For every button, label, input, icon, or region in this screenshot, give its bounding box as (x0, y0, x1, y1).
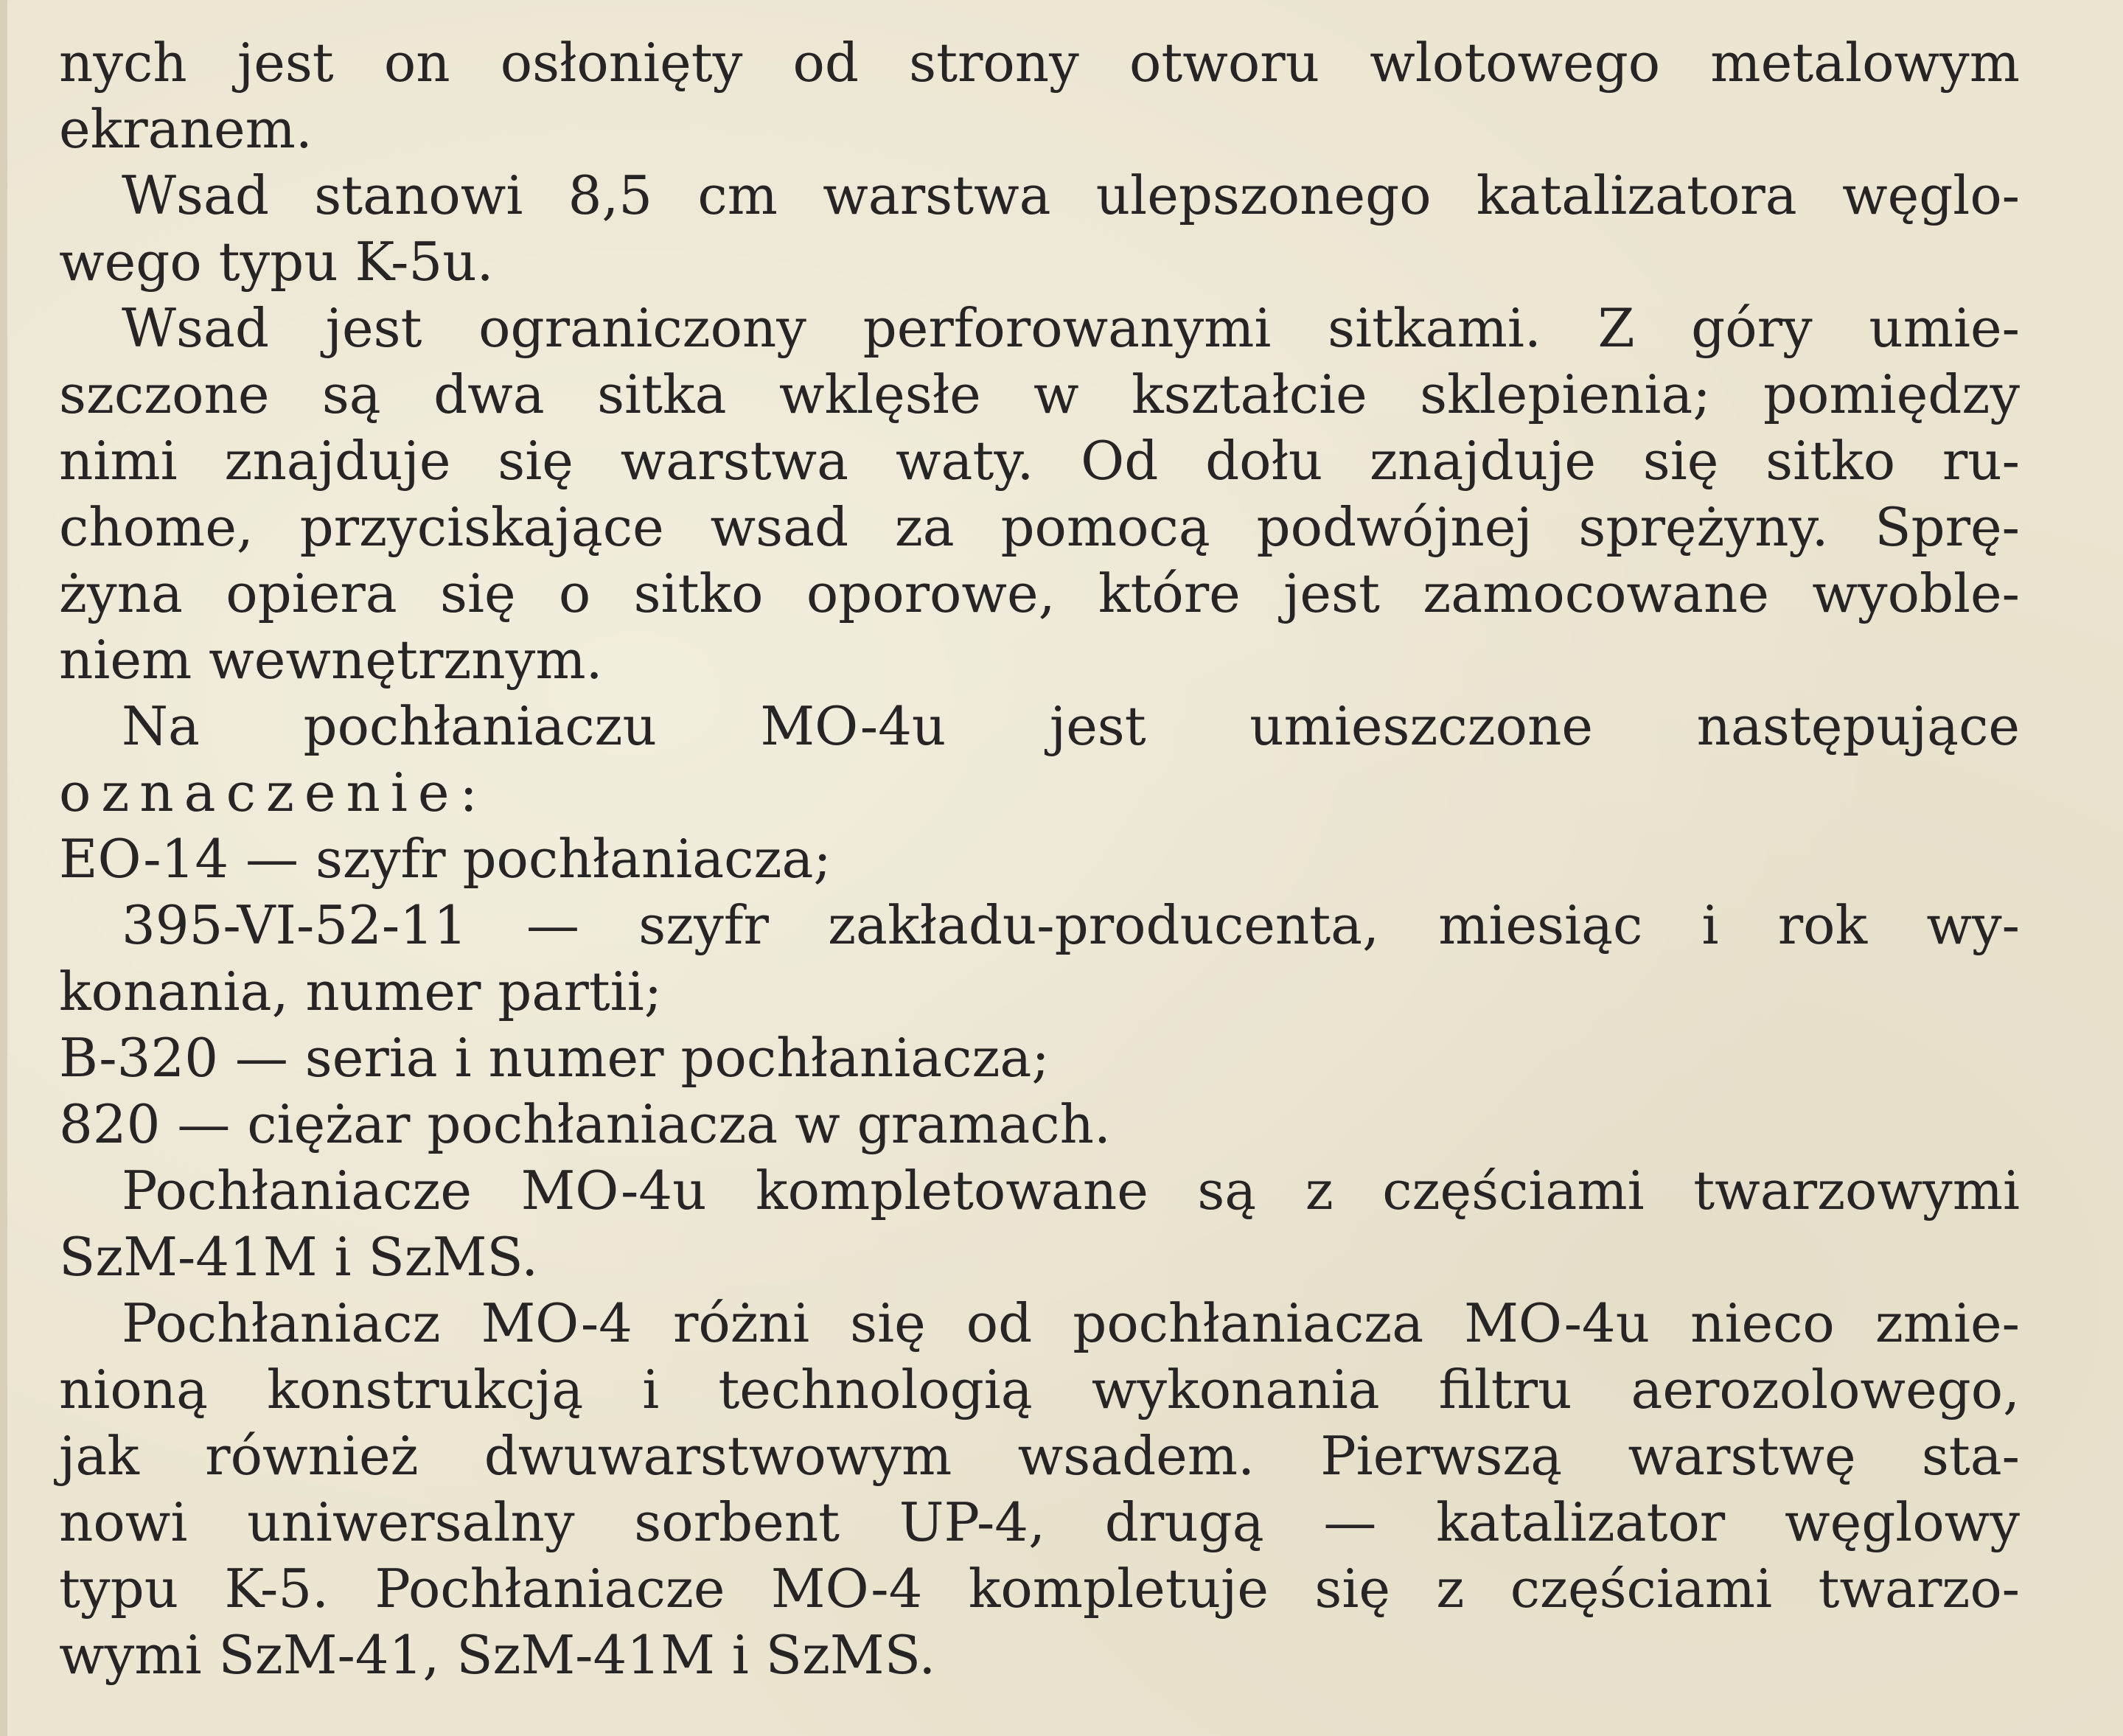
text-line: nimi znajduje się warstwa waty. Od dołu znajduje się sitko ru- (59, 430, 2020, 492)
text-line: EO-14 — szyfr pochłaniacza; (59, 828, 832, 890)
body-text (59, 29, 2020, 1688)
paragraph (59, 693, 2020, 826)
text-line: chome, przyciskające wsad za pomocą podwójnej sprężyny. Sprę- (59, 496, 2020, 558)
colon: : (459, 761, 478, 823)
text-line: ekranem. (59, 98, 313, 160)
paragraph (59, 892, 2020, 1025)
paragraph (59, 29, 2020, 162)
text-line: 395-VI-52-11 — szyfr zakładu-producenta, miesiąc i rok wy- (122, 894, 2020, 956)
text-line: szczone są dwa sitka wklęsłe w kształcie sklepienia; pomiędzy (59, 363, 2020, 425)
text-line: niem wewnętrznym. (59, 629, 603, 691)
text-line (59, 759, 2020, 826)
text-line: nioną konstrukcją i technologią wykonania filtru aerozolowego, (59, 1359, 2020, 1420)
text-line: typu K-5. Pochłaniacze MO-4 kompletuje się z częściami twarzo- (59, 1558, 2020, 1620)
text-line: SzM-41M i SzMS. (59, 1226, 539, 1288)
text-line: Wsad stanowi 8,5 cm warstwa ulepszonego katalizatora węglo- (122, 164, 2020, 226)
page-edge-shadow (0, 0, 7, 1736)
paragraph (59, 1290, 2020, 1688)
text-line: wymi SzM-41, SzM-41M i SzMS. (59, 1624, 936, 1686)
text-line: żyna opiera się o sitko oporowe, które jest zamocowane wyoble- (59, 562, 2020, 624)
text-line: konania, numer partii; (59, 961, 662, 1022)
paragraph (59, 826, 2020, 892)
paragraph (59, 1091, 2020, 1157)
text-line: 820 — ciężar pochłaniacza w gramach. (59, 1093, 1111, 1155)
text-line: Pochłaniacze MO-4u kompletowane są z częściami twarzowymi (122, 1160, 2020, 1221)
text-line: Na pochłaniaczu MO-4u jest umieszczone następujące (122, 695, 2020, 757)
text-line: jak również dwuwarstwowym wsadem. Pierwszą warstwę sta- (59, 1425, 2020, 1487)
text-line: nowi uniwersalny sorbent UP-4, drugą — katalizator węglowy (59, 1491, 2020, 1553)
text-line: Pochłaniacz MO-4 różni się od pochłaniacza MO-4u nieco zmie- (122, 1292, 2020, 1354)
paragraph (59, 1157, 2020, 1290)
text-line: wego typu K-5u. (59, 231, 494, 293)
paragraph (59, 162, 2020, 295)
text-line: nych jest on osłonięty od strony otworu wlotowego metalowym (59, 32, 2020, 94)
text-line: B-320 — seria i numer pochłaniacza; (59, 1027, 1050, 1089)
text-line: Wsad jest ograniczony perforowanymi sitkami. Z góry umie- (122, 297, 2020, 359)
spaced-word: oznaczenie (59, 761, 460, 823)
paragraph (59, 1025, 2020, 1091)
paragraph (59, 295, 2020, 693)
